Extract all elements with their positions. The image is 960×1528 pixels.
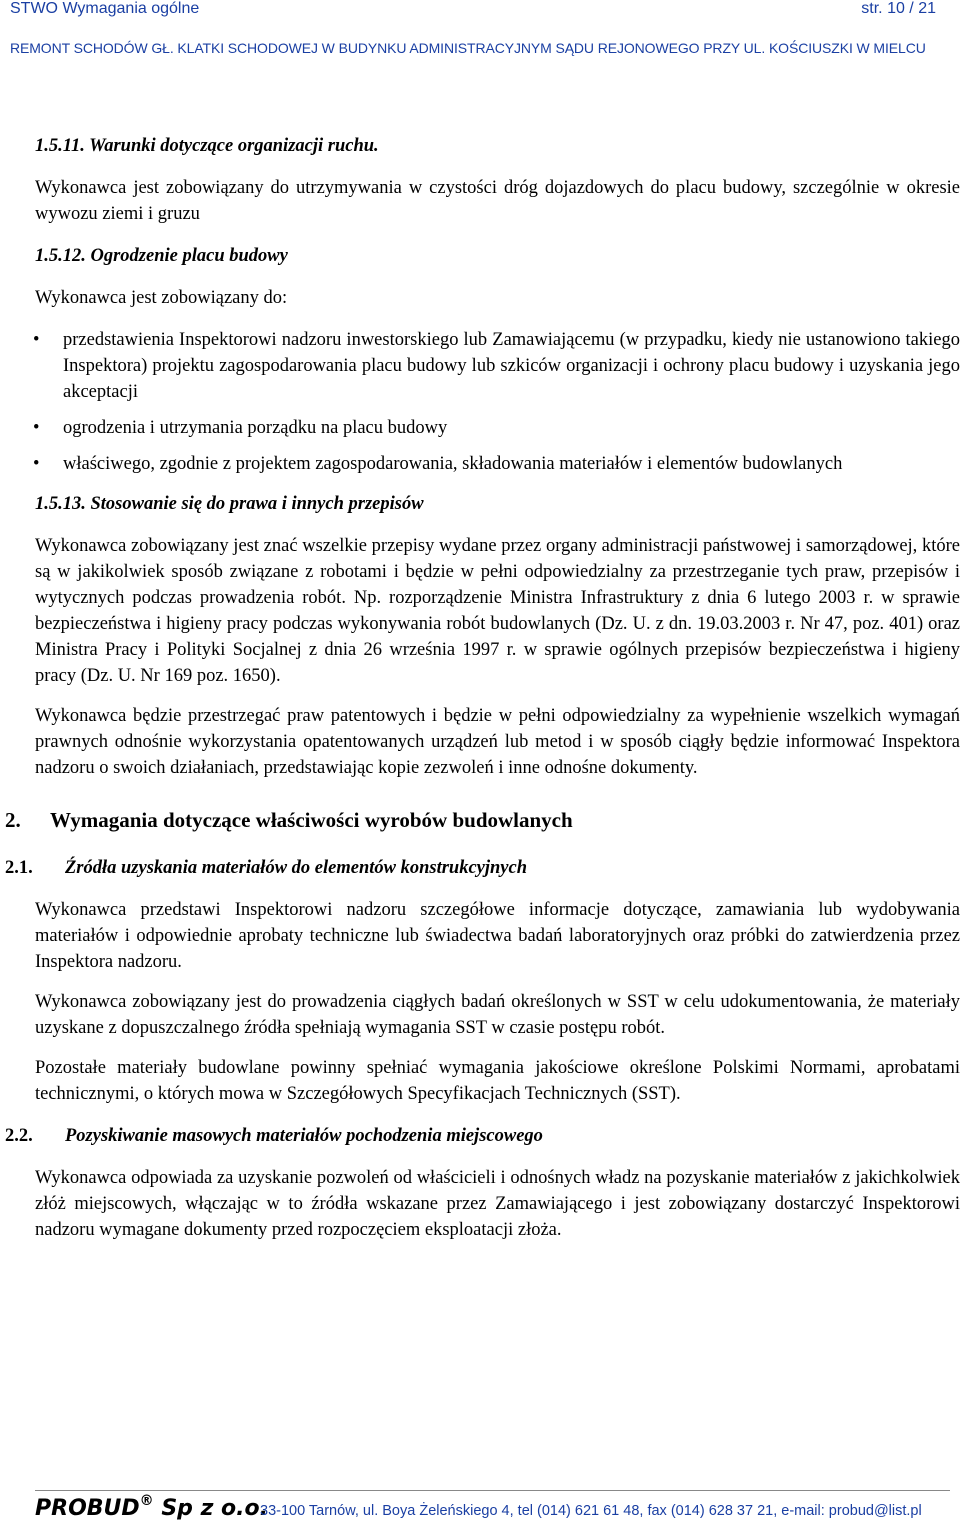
bullet-icon: •: [33, 418, 40, 438]
paragraph-regulations: Wykonawca zobowiązany jest znać wszelkie przepisy wydane przez organy administracji państwowej i samorządowej, które są w jakikolwiek sposób związane z robotami i będzie w pełni odpowiedzialny za przestrzeganie tych praw, przepisów i wytycznych podczas prowadzenia robót. Np. rozporządzenie Ministra Infrastruktury z dnia 6 lutego 2003 r. w sprawie bezpieczeństwa i higieny pracy podczas wykonywania robót budowlanych (Dz. U. z dn. 19.03.2003 r. Nr 47, poz. 401) oraz Ministra Pracy i Polityki Socjalnej z dnia 26 września 1997 r. w sprawie ogólnych przepisów bezpieczeństwa i higieny pracy (Dz. U. Nr 169 poz. 1650).: [35, 536, 960, 686]
paragraph-traffic: Wykonawca jest zobowiązany do utrzymywania w czystości dróg dojazdowych do placu budowy, szczególnie w okresie wywozu ziemi i gruzu: [35, 178, 960, 224]
heading-1-5-11: 1.5.11. Warunki dotyczące organizacji ruchu.: [35, 136, 379, 156]
section-title-text: Pozyskiwanie masowych materiałów pochodzenia miejscowego: [65, 1126, 543, 1146]
list-item: [35, 415, 960, 441]
paragraph-material-info: Wykonawca przedstawi Inspektorowi nadzoru szczegółowe informacje dotyczące, zamawiania lub wydobywania materiałów i odpowiednie aprobaty techniczne lub świadectwa badań laboratoryjnych oraz próbki do zatwierdzenia przez Inspektora nadzoru.: [35, 900, 960, 972]
paragraph-fencing-intro: Wykonawca jest zobowiązany do:: [35, 288, 288, 308]
document-body: [5, 133, 960, 1257]
page-header: [0, 0, 960, 22]
heading-2-1: [5, 855, 960, 881]
bullet-icon: •: [33, 330, 40, 350]
paragraph-material-standards: Pozostałe materiały budowlane powinny spełniać wymagania jakościowe określone Polskimi Normami, aprobatami technicznymi, o których mowa w Szczegółowych Specyfikacjach Technicznych (SST).: [35, 1058, 960, 1104]
section-number: 2.: [5, 808, 21, 832]
section-title-text: Źródła uzyskania materiałów do elementów konstrukcyjnych: [65, 858, 528, 878]
heading-1-5-13: 1.5.13. Stosowanie się do prawa i innych przepisów: [35, 494, 424, 514]
paragraph-material-tests: Wykonawca zobowiązany jest do prowadzenia ciągłych badań określonych w SST w celu udokumentowania, że materiały uzyskane z dopuszczalnego źródła spełniają wymagania SST w czasie postępu robót.: [35, 992, 960, 1038]
heading-1-5-12: 1.5.12. Ogrodzenie placu budowy: [35, 246, 288, 266]
list-item-text: ogrodzenia i utrzymania porządku na placu budowy: [63, 418, 448, 438]
paragraph-patents: Wykonawca będzie przestrzegać praw patentowych i będzie w pełni odpowiedzialny za wypełnienie wszelkich wymagań prawnych odnośnie wykorzystania opatentowanych urządzeń lub metod i w sposób ciągły będzie informować Inspektora nadzoru o swoich działaniach, przedstawiając kopie zezwoleń i inne odnośne dokumenty.: [35, 706, 960, 778]
paragraph-local-materials: Wykonawca odpowiada za uzyskanie pozwoleń od właścicieli i odnośnych władz na pozyskanie materiałów z jakichkolwiek złóż miejscowych, włączając w to źródła wskazane przez Zamawiającego i jest zobowiązany dostarczyć Inspektorowi nadzoru wymagane dokumenty przed rozpoczęciem eksploatacji złoża.: [35, 1168, 960, 1240]
page-footer: [35, 1493, 955, 1525]
fencing-bullet-list: [35, 327, 960, 477]
section-number: 2.1.: [5, 858, 33, 878]
list-item-text: właściwego, zgodnie z projektem zagospodarowania, składowania materiałów i elementów budowlanych: [63, 454, 843, 474]
project-title: REMONT SCHODÓW GŁ. KLATKI SCHODOWEJ W BUDYNKU ADMINISTRACYJNYM SĄDU REJONOWEGO PRZY UL. KOŚCIUSZKI W MIELCU: [10, 40, 926, 56]
footer-divider: [35, 1490, 950, 1491]
heading-2-2: [5, 1123, 960, 1149]
bullet-icon: •: [33, 454, 40, 474]
section-2-title: [5, 807, 960, 833]
list-item: [35, 451, 960, 477]
section-title-text: Wymagania dotyczące właściwości wyrobów budowlanych: [50, 808, 573, 832]
company-address: 33-100 Tarnów, ul. Boya Żeleńskiego 4, tel (014) 621 61 48, fax (014) 628 37 21, e-mail: probud@list.pl: [260, 1503, 922, 1519]
section-number: 2.2.: [5, 1126, 33, 1146]
list-item: [35, 327, 960, 405]
document-title: STWO Wymagania ogólne: [10, 0, 200, 17]
company-logo: PROBUD® Sp z o.o.: [35, 1493, 268, 1521]
list-item-text: przedstawienia Inspektorowi nadzoru inwestorskiego lub Zamawiającemu (w przypadku, kiedy nie ustanowiono takiego Inspektora) projektu zagospodarowania placu budowy lub szkiców organizacji i ochrony placu budowy i uzyskania jego akceptacji: [63, 330, 960, 402]
page-number: str. 10 / 21: [861, 0, 936, 17]
